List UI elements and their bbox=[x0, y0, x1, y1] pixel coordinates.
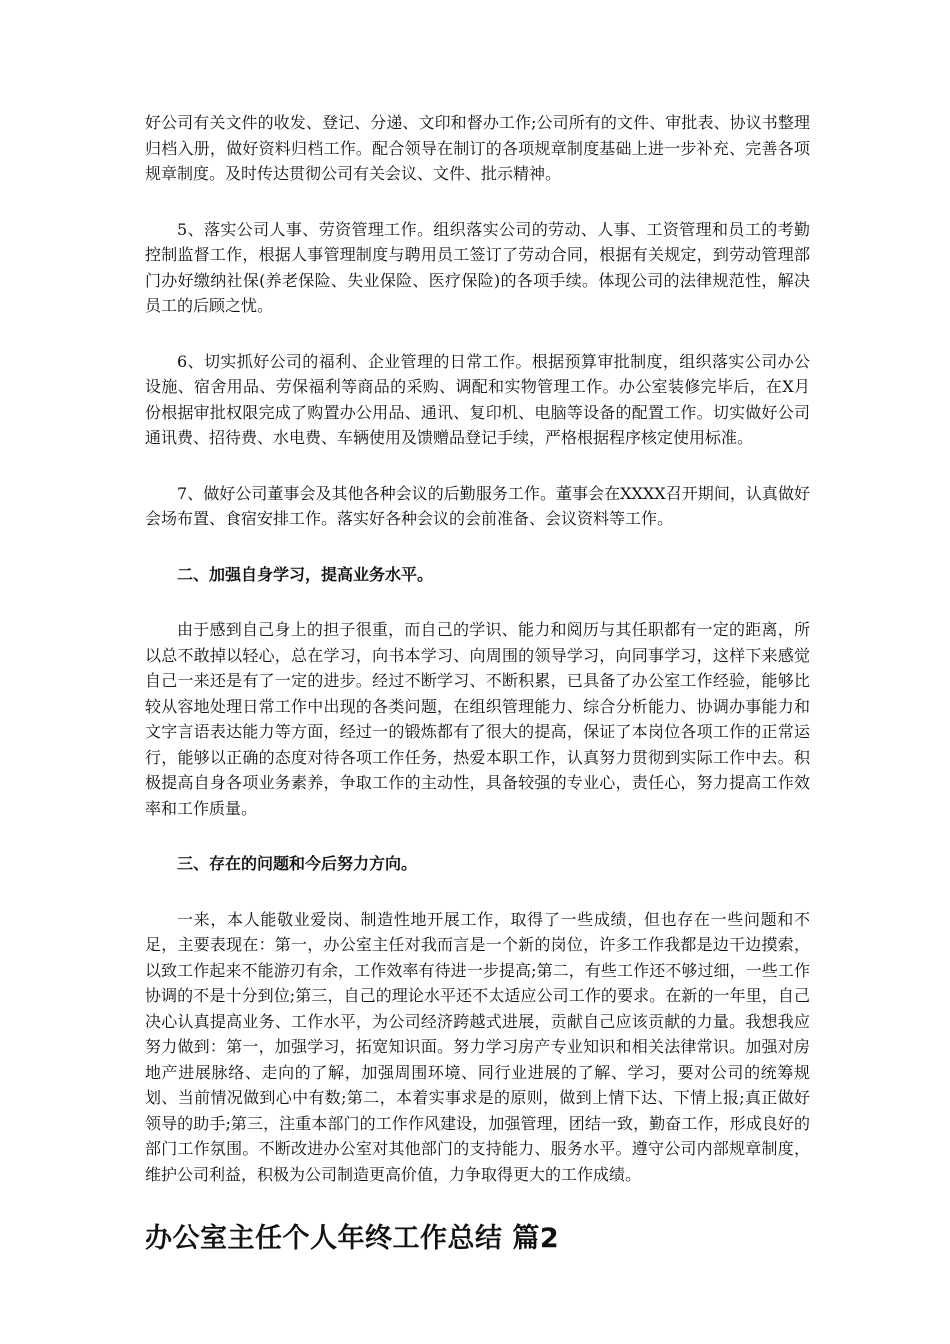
heading-section-3: 三、存在的问题和今后努力方向。 bbox=[177, 854, 418, 873]
heading-section-2: 二、加强自身学习，提高业务水平。 bbox=[177, 564, 434, 584]
paragraph-item-5: 5、落实公司人事、劳资管理工作。组织落实公司的劳动、人事、工资管理和员工的考勤控制监督工作，根据人事管理制度与聘用员工签订了劳动合同，根据有关规定，到劳动管理部门办好缴纳社保(养老保险、失业保险、医疗保险)的各项手续。体现公司的法律规范性，解决员工的后顾之忧。 bbox=[145, 219, 810, 315]
paragraph-gap bbox=[145, 532, 810, 562]
paragraph-gap bbox=[145, 821, 810, 851]
section-title: 办公室主任个人年终工作总结 篇2 bbox=[145, 1223, 560, 1254]
paragraph-gap bbox=[145, 319, 810, 349]
paragraph-problems: 一来，本人能敬业爱岗、制造性地开展工作，取得了一些成绩，但也存在一些问题和不足，主要表现在：第一，办公室主任对我而言是一个新的岗位，许多工作我都是边干边摸索，以致工作起来不能游刃有余，工作效率有待进一步提高;第二，有些工作还不够过细，一些工作协调的不是十分到位;第三，自己的理论水平还不太适应公司工作的要求。在新的一年里，自己决心认真提高业务、工作水平，为公司经济跨越式进展，贡献自己应该贡献的力量。我想我应努力做到：第一，加强学习，拓宽知识面。努力学习房产专业知识和相关法律常识。加强对房地产进展脉络、走向的了解，加强周围环境、同行业进展的了解、学习，要对公司的统筹规划、当前情况做到心中有数;第二，本着实事求是的原则，做到上情下达、下情上报;真正做好领导的助手;第三，注重本部门的工作作风建设，加强管理，团结一致，勤奋工作，形成良好的部门工作氛围。不断改进办公室对其他部门的支持能力、服务水平。遵守公司内部规章制度，维护公司利益，积极为公司制造更高价值，力争取得更大的工作成绩。 bbox=[145, 909, 810, 1184]
paragraph-gap bbox=[145, 877, 810, 907]
paragraph-item-7: 7、做好公司董事会及其他各种会议的后勤服务工作。董事会在XXXX召开期间，认真做好会场布置、食宿安排工作。落实好各种会议的会前准备、会议资料等工作。 bbox=[145, 483, 810, 528]
document-page bbox=[145, 110, 810, 1257]
paragraph-continued: 好公司有关文件的收发、登记、分递、文印和督办工作;公司所有的文件、审批表、协议书整理归档入册，做好资料归档工作。配合领导在制订的各项规章制度基础上进一步补充、完善各项规章制度。及时传达贯彻公司有关会议、文件、批示精神。 bbox=[145, 113, 810, 183]
paragraph-gap bbox=[145, 587, 810, 617]
paragraph-gap bbox=[145, 451, 810, 481]
paragraph-gap bbox=[145, 187, 810, 217]
paragraph-item-6: 6、切实抓好公司的福利、企业管理的日常工作。根据预算审批制度，组织落实公司办公设施、宿舍用品、劳保福利等商品的采购、调配和实物管理工作。办公室装修完毕后，在X月份根据审批权限完成了购置办公用品、通讯、复印机、电脑等设备的配置工作。切实做好公司通讯费、招待费、水电费、车辆使用及馈赠品登记手续，严格根据程序核定使用标准。 bbox=[145, 351, 810, 447]
paragraph-self-study: 由于感到自己身上的担子很重，而自己的学识、能力和阅历与其任职都有一定的距离，所以总不敢掉以轻心，总在学习，向书本学习、向周围的领导学习，向同事学习，这样下来感觉自己一来还是有了一定的进步。经过不断学习、不断积累，已具备了办公室工作经验，能够比较从容地处理日常工作中出现的各类问题，在组织管理能力、综合分析能力、协调办事能力和文字言语表达能力等方面，经过一的锻炼都有了很大的提高，保证了本岗位各项工作的正常运行，能够以正确的态度对待各项工作任务，热爱本职工作，认真努力贯彻到实际工作中去。积极提高自身各项业务素养，争取工作的主动性，具备较强的专业心，责任心，努力提高工作效率和工作质量。 bbox=[145, 620, 810, 818]
